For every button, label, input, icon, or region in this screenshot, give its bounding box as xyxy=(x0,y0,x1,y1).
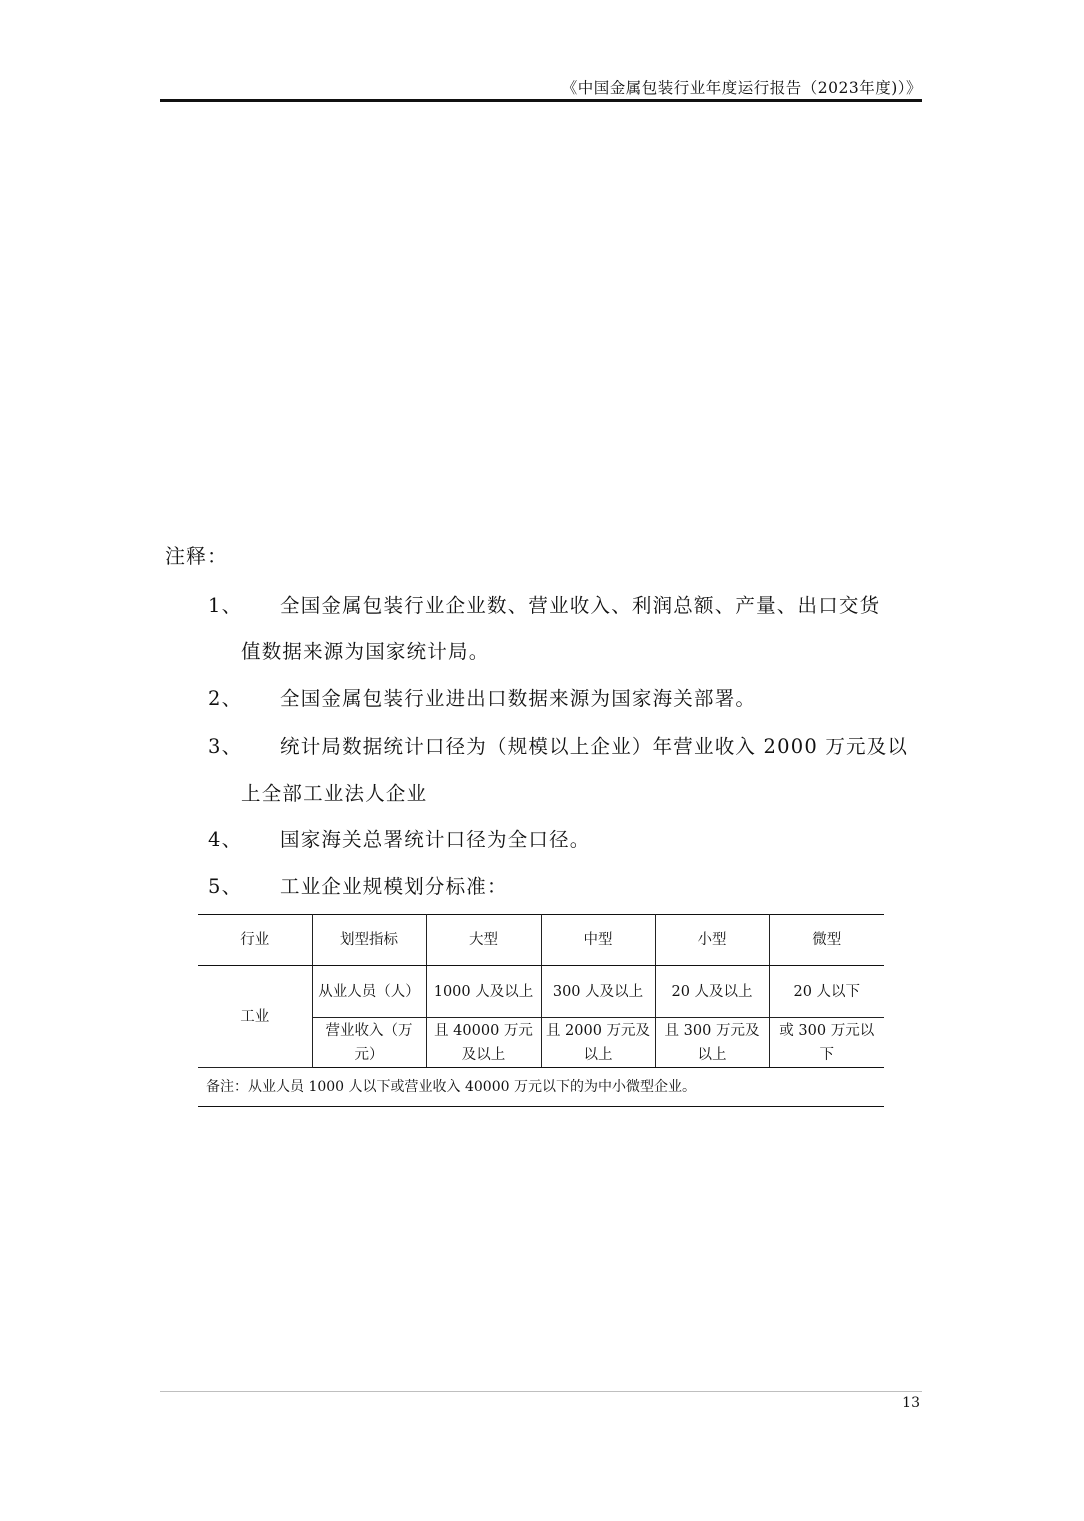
note-text: 全国金属包装行业企业数、营业收入、利润总额、产量、出口交货 xyxy=(280,594,881,617)
table-cell: 300 人及以上 xyxy=(541,966,655,1018)
table-header-cell: 划型指标 xyxy=(312,915,426,966)
note-text: 工业企业规模划分标准： xyxy=(280,875,508,898)
note-text: 国家海关总署统计口径为全口径。 xyxy=(280,828,591,851)
table-header-cell: 中型 xyxy=(541,915,655,966)
table-footnote-row xyxy=(198,1068,884,1107)
table-cell: 且 300 万元及以上 xyxy=(655,1018,769,1068)
note-number: 4、 xyxy=(208,828,243,851)
table-row xyxy=(198,966,884,1018)
note-text: 全国金属包装行业进出口数据来源为国家海关部署。 xyxy=(280,687,757,710)
page-number: 13 xyxy=(902,1395,920,1411)
indicator-cell: 从业人员（人） xyxy=(312,966,426,1018)
table-cell: 或 300 万元以下 xyxy=(769,1018,884,1068)
table-header-cell: 行业 xyxy=(198,915,312,966)
note-text: 值数据来源为国家统计局。 xyxy=(241,640,490,663)
table-cell: 且 2000 万元及以上 xyxy=(541,1018,655,1068)
table-footnote: 备注：从业人员 1000 人以下或营业收入 40000 万元以下的为中小微型企业。 xyxy=(198,1068,884,1107)
table-cell: 且 40000 万元及以上 xyxy=(426,1018,541,1068)
note-text: 统计局数据统计口径为（规模以上企业）年营业收入 2000 万元及以 xyxy=(280,735,909,758)
enterprise-size-table xyxy=(198,914,884,1107)
note-number: 1、 xyxy=(208,594,243,617)
table-header-row xyxy=(198,915,884,966)
notes-heading: 注释： xyxy=(165,544,228,568)
note-text: 上全部工业法人企业 xyxy=(241,782,428,805)
table-cell: 20 人及以上 xyxy=(655,966,769,1018)
table-cell: 1000 人及以上 xyxy=(426,966,541,1018)
note-number: 2、 xyxy=(208,687,243,710)
note-number: 3、 xyxy=(208,735,243,758)
footer-rule xyxy=(160,1391,922,1392)
table-cell: 20 人以下 xyxy=(769,966,884,1018)
page-header-title: 《中国金属包装行业年度运行报告（2023年度)）》 xyxy=(561,79,922,97)
header-rule xyxy=(160,99,922,102)
indicator-cell: 营业收入（万元） xyxy=(312,1018,426,1068)
table-header-cell: 微型 xyxy=(769,915,884,966)
note-number: 5、 xyxy=(208,875,243,898)
table-header-cell: 大型 xyxy=(426,915,541,966)
industry-cell: 工业 xyxy=(198,966,312,1068)
table-header-cell: 小型 xyxy=(655,915,769,966)
